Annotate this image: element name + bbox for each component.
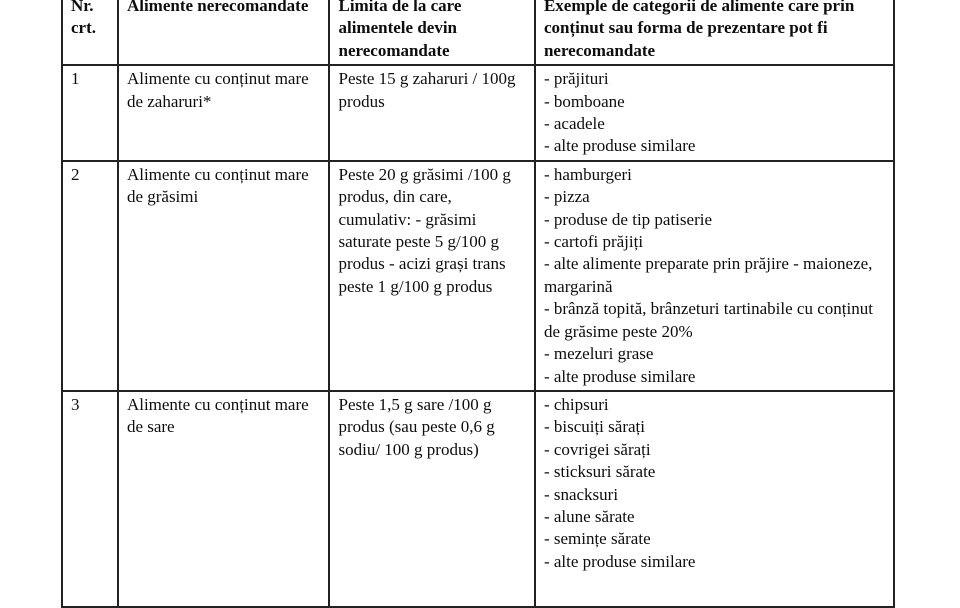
- table-row: [62, 65, 894, 161]
- header-nr-crt: Nr. crt.: [62, 0, 118, 65]
- header-row: [62, 0, 894, 65]
- example-item: - bomboane: [543, 91, 625, 111]
- example-item: - cartofi prăjiți: [543, 232, 644, 252]
- nonrecommended-foods-table: [61, 0, 895, 608]
- example-item: - hamburgeri: [543, 164, 632, 184]
- example-item: - acadele: [543, 114, 605, 134]
- examples-cell: [535, 65, 894, 161]
- example-item: - alte produse similare: [543, 551, 696, 571]
- example-item: - sticksuri sărate: [543, 462, 656, 482]
- limit-cell: Peste 20 g grăsimi /100 g produs, din care, cumulativ: - grăsimi saturate peste 5 g/100 g produs - acizi grași trans peste 1 g/100 g produs: [329, 161, 534, 391]
- limit-cell: Peste 1,5 g sare /100 g produs (sau peste 0,6 g sodiu/ 100 g produs): [329, 391, 534, 607]
- table-row: [62, 391, 894, 607]
- example-item: - biscuiți sărați: [543, 417, 645, 437]
- example-item: - semințe sărate: [543, 529, 651, 549]
- table-row: [62, 161, 894, 391]
- row-number-cell: 3: [62, 391, 118, 607]
- limit-cell: Peste 15 g zaharuri / 100g produs: [329, 65, 534, 161]
- category-cell: Alimente cu conținut mare de zaharuri*: [118, 65, 330, 161]
- example-item: - alune sărate: [543, 506, 635, 526]
- row-number-cell: 2: [62, 161, 118, 391]
- examples-cell: [535, 161, 894, 391]
- header-exemple: Exemple de categorii de alimente care prin conținut sau forma de prezentare pot fi nerecomandate: [535, 0, 894, 65]
- example-item: - alte produse similare: [543, 366, 696, 386]
- example-item: - produse de tip patiserie: [543, 209, 712, 229]
- example-item: - snacksuri: [543, 484, 619, 504]
- category-cell: Alimente cu conținut mare de grăsimi: [118, 161, 330, 391]
- example-item: - chipsuri: [543, 394, 609, 414]
- header-limita: Limita de la care alimentele devin nerecomandate: [329, 0, 534, 65]
- example-item: - brânză topită, brânzeturi tartinabile cu conținut de grăsime peste 20%: [543, 299, 873, 341]
- example-item: - alte produse similare: [543, 136, 696, 156]
- header-alimente-nerecomandate: Alimente nerecomandate: [118, 0, 330, 65]
- example-item: - prăjituri: [543, 69, 609, 89]
- example-item: - covrigei sărați: [543, 439, 651, 459]
- example-item: - pizza: [543, 187, 590, 207]
- example-item: - mezeluri grase: [543, 344, 654, 364]
- examples-cell: [535, 391, 894, 607]
- row-number-cell: 1: [62, 65, 118, 161]
- example-item: - alte alimente preparate prin prăjire - maioneze, margarină: [543, 254, 873, 296]
- category-cell: Alimente cu conținut mare de sare: [118, 391, 330, 607]
